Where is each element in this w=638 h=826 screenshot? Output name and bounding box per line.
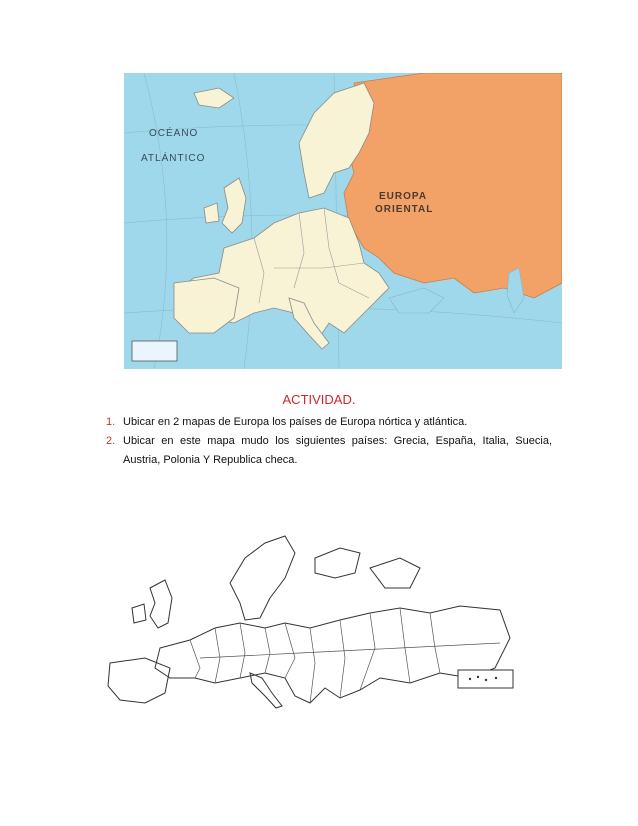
- europe-political-map: [124, 73, 562, 369]
- list-item: [106, 413, 552, 432]
- blank-map-graphic: [100, 528, 518, 710]
- region-label-line2: ORIENTAL: [375, 204, 434, 215]
- list-number: 1.: [106, 416, 116, 428]
- ocean-label-line2: ATLÁNTICO: [141, 153, 206, 164]
- list-text: Ubicar en 2 mapas de Europa los países de Europa nórtica y atlántica.: [123, 416, 468, 428]
- activity-title: ACTIVIDAD.: [282, 392, 356, 407]
- europe-map-graphic: [124, 73, 562, 369]
- list-text: Ubicar en este mapa mudo los siguientes países: Grecia, España, Italia, Suecia, Austria, Polonia Y Republica checa.: [123, 435, 552, 466]
- region-label: EUROPA: [379, 191, 428, 202]
- activity-list: [106, 413, 552, 470]
- list-item: [106, 432, 552, 470]
- blank-europe-map: [100, 528, 518, 710]
- ocean-label: OCÉANO: [149, 128, 199, 139]
- list-number: 2.: [106, 435, 116, 447]
